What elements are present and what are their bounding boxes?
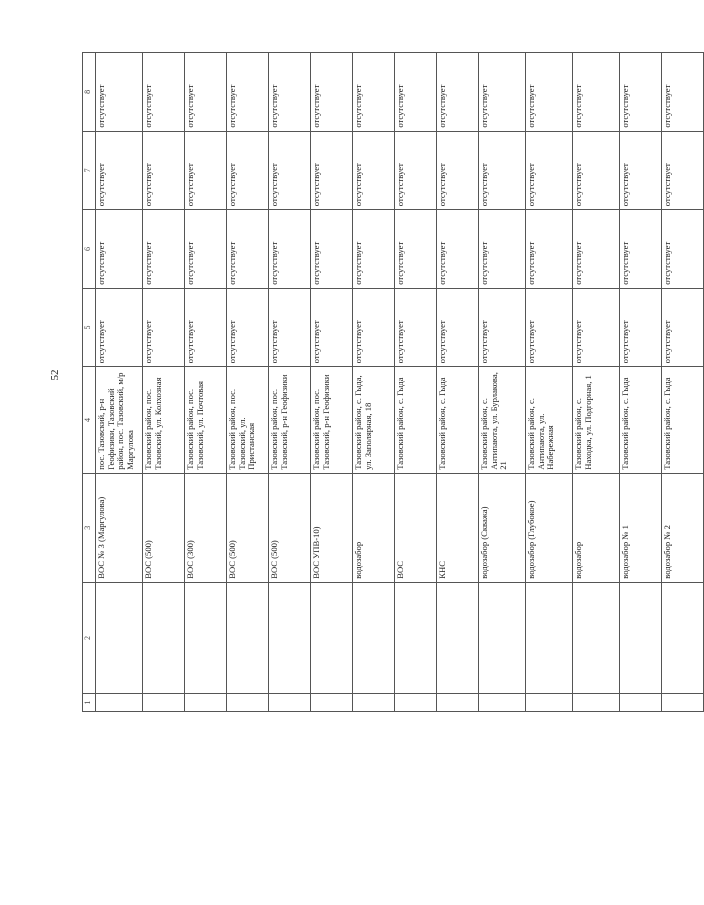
facility-name-cell: водозабор (Глубокое) [526, 473, 573, 582]
table-row [96, 53, 143, 712]
facility-name-cell: водозабор № 1 [620, 473, 662, 582]
facility-name-cell: ВОС (300) [185, 473, 227, 582]
value-cell-5: отсутствует [269, 288, 311, 367]
column-number-4: 4 [83, 367, 96, 473]
row-index-cell [269, 694, 311, 712]
value-cell-7: отсутствует [143, 131, 185, 210]
address-cell: Тазовский район, с. Гыда [395, 367, 437, 473]
row-index-cell [311, 694, 353, 712]
value-cell-6: отсутствует [96, 210, 143, 289]
value-cell-7: отсутствует [395, 131, 437, 210]
value-cell-7: отсутствует [526, 131, 573, 210]
group-cell [269, 582, 311, 694]
value-cell-8: отсутствует [227, 53, 269, 132]
column-number-2: 2 [83, 582, 96, 694]
value-cell-8: отсутствует [96, 53, 143, 132]
value-cell-8: отсутствует [353, 53, 395, 132]
value-cell-7: отсутствует [620, 131, 662, 210]
value-cell-6: отсутствует [185, 210, 227, 289]
table-row [620, 53, 662, 712]
value-cell-5: отсутствует [573, 288, 620, 367]
value-cell-8: отсутствует [620, 53, 662, 132]
address-cell: Тазовский район, с. Гыда [620, 367, 662, 473]
group-cell [143, 582, 185, 694]
facility-name-cell: водозабор [573, 473, 620, 582]
facilities-table [82, 52, 704, 712]
row-index-cell [479, 694, 526, 712]
value-cell-7: отсутствует [573, 131, 620, 210]
value-cell-5: отсутствует [479, 288, 526, 367]
facility-name-cell: водозабор (Скважа) [479, 473, 526, 582]
row-index-cell [526, 694, 573, 712]
value-cell-5: отсутствует [185, 288, 227, 367]
address-cell: Тазовский район, с. Находка, ул. Подгорная, 1 [573, 367, 620, 473]
column-number-6: 6 [83, 210, 96, 289]
facility-name-cell: ВОС УПВ-10) [311, 473, 353, 582]
address-cell: Тазовский район, с. Гыда [662, 367, 704, 473]
facility-name-cell: водозабор [353, 473, 395, 582]
table-row [479, 53, 526, 712]
address-cell: Тазовский район, пос. Тазовский, р-н Геофизики [311, 367, 353, 473]
value-cell-6: отсутствует [269, 210, 311, 289]
group-cell [437, 582, 479, 694]
value-cell-7: отсутствует [353, 131, 395, 210]
address-cell: Тазовский район, пос. Тазовский, ул. Колхозная [143, 367, 185, 473]
table-row [395, 53, 437, 712]
value-cell-6: отсутствует [353, 210, 395, 289]
column-number-3: 3 [83, 473, 96, 582]
table-row [185, 53, 227, 712]
value-cell-7: отсутствует [185, 131, 227, 210]
group-cell [526, 582, 573, 694]
row-index-cell [662, 694, 704, 712]
value-cell-5: отсутствует [526, 288, 573, 367]
value-cell-7: отсутствует [311, 131, 353, 210]
table-row [311, 53, 353, 712]
value-cell-5: отсутствует [395, 288, 437, 367]
table-row [353, 53, 395, 712]
row-index-cell [437, 694, 479, 712]
value-cell-8: отсутствует [573, 53, 620, 132]
row-index-cell [620, 694, 662, 712]
column-number-8: 8 [83, 53, 96, 132]
value-cell-5: отсутствует [662, 288, 704, 367]
table-row [662, 53, 704, 712]
group-cell [395, 582, 437, 694]
table-header [83, 53, 96, 712]
value-cell-8: отсутствует [437, 53, 479, 132]
row-index-cell [185, 694, 227, 712]
address-cell: Тазовский район, с. Гыда [437, 367, 479, 473]
value-cell-8: отсутствует [662, 53, 704, 132]
value-cell-5: отсутствует [143, 288, 185, 367]
group-cell [353, 582, 395, 694]
value-cell-8: отсутствует [526, 53, 573, 132]
value-cell-7: отсутствует [227, 131, 269, 210]
group-cell [311, 582, 353, 694]
address-cell: Тазовский район, пос. Тазовский, ул. Пристанская [227, 367, 269, 473]
row-index-cell [227, 694, 269, 712]
facility-name-cell: водозабор № 2 [662, 473, 704, 582]
group-cell [185, 582, 227, 694]
value-cell-8: отсутствует [185, 53, 227, 132]
group-cell [620, 582, 662, 694]
row-index-cell [395, 694, 437, 712]
value-cell-8: отсутствует [311, 53, 353, 132]
value-cell-5: отсутствует [353, 288, 395, 367]
table-row [269, 53, 311, 712]
table-row [437, 53, 479, 712]
value-cell-8: отсутствует [395, 53, 437, 132]
value-cell-8: отсутствует [479, 53, 526, 132]
table-row [573, 53, 620, 712]
address-cell: Тазовский район, пос. Тазовский, р-н Геофизики [269, 367, 311, 473]
facility-name-cell: КНС [437, 473, 479, 582]
page-number: 52 [49, 369, 61, 381]
table-row [143, 53, 185, 712]
value-cell-7: отсутствует [662, 131, 704, 210]
facility-name-cell: ВОС (500) [227, 473, 269, 582]
group-cell [227, 582, 269, 694]
address-cell: Тазовский район, с. Антипаюта, ул. Бурлакова, 21 [479, 367, 526, 473]
value-cell-5: отсутствует [311, 288, 353, 367]
row-index-cell [143, 694, 185, 712]
facility-name-cell: ВОС [395, 473, 437, 582]
header-row [83, 53, 96, 712]
value-cell-6: отсутствует [662, 210, 704, 289]
value-cell-7: отсутствует [437, 131, 479, 210]
facility-name-cell: ВОС (500) [269, 473, 311, 582]
value-cell-5: отсутствует [96, 288, 143, 367]
value-cell-7: отсутствует [269, 131, 311, 210]
value-cell-6: отсутствует [227, 210, 269, 289]
group-cell [662, 582, 704, 694]
value-cell-8: отсутствует [143, 53, 185, 132]
row-index-cell [573, 694, 620, 712]
value-cell-6: отсутствует [395, 210, 437, 289]
value-cell-6: отсутствует [526, 210, 573, 289]
facility-name-cell: ВОС (500) [143, 473, 185, 582]
rotated-table-wrapper [82, 52, 672, 712]
value-cell-7: отсутствует [479, 131, 526, 210]
column-number-7: 7 [83, 131, 96, 210]
address-cell: Тазовский район, с. Антипаюта, ул. Набережная [526, 367, 573, 473]
value-cell-6: отсутствует [437, 210, 479, 289]
column-number-5: 5 [83, 288, 96, 367]
address-cell: Тазовский район, пос. Тазовский, ул. Почтовая [185, 367, 227, 473]
row-index-cell [96, 694, 143, 712]
group-cell [479, 582, 526, 694]
row-index-cell [353, 694, 395, 712]
group-cell [96, 582, 143, 694]
facility-name-cell: ВОС № 3 (Маргулова) [96, 473, 143, 582]
value-cell-7: отсутствует [96, 131, 143, 210]
group-cell [573, 582, 620, 694]
value-cell-6: отсутствует [311, 210, 353, 289]
value-cell-6: отсутствует [620, 210, 662, 289]
value-cell-6: отсутствует [573, 210, 620, 289]
value-cell-5: отсутствует [227, 288, 269, 367]
table-row [526, 53, 573, 712]
value-cell-5: отсутствует [437, 288, 479, 367]
value-cell-5: отсутствует [620, 288, 662, 367]
table-row [227, 53, 269, 712]
value-cell-6: отсутствует [479, 210, 526, 289]
address-cell: Тазовский район, с. Гыда, ул. Заполярная, 18 [353, 367, 395, 473]
address-cell: пос. Тазовский, р-н Геофизики, Тазовский район, пос. Тазовский, м/р Маргулова [96, 367, 143, 473]
value-cell-6: отсутствует [143, 210, 185, 289]
column-number-1: 1 [83, 694, 96, 712]
table-body [96, 53, 704, 712]
value-cell-8: отсутствует [269, 53, 311, 132]
